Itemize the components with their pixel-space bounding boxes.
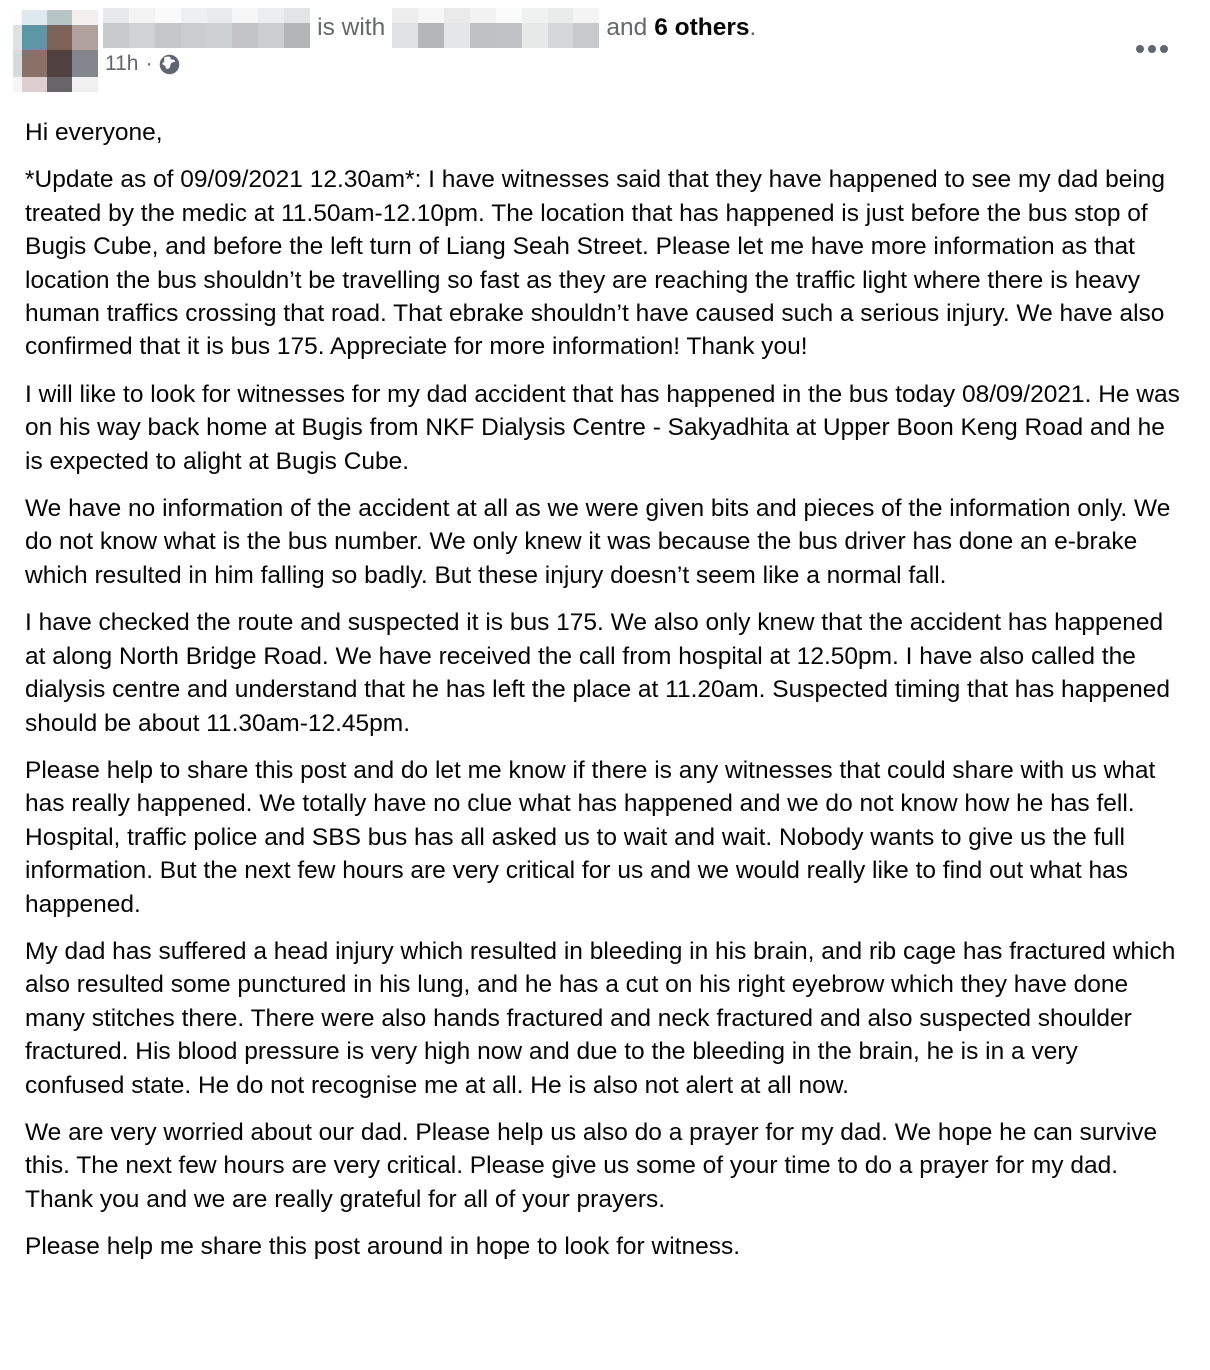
byline-period: .: [749, 14, 757, 41]
redaction-pixel: [129, 23, 155, 48]
post-meta: [105, 52, 180, 76]
dot: [1148, 45, 1156, 53]
post-options-icon[interactable]: [1132, 41, 1172, 57]
avatar-pixel: [47, 50, 72, 77]
avatar-pixel: [47, 25, 72, 50]
redaction-pixel: [444, 23, 470, 48]
redaction-pixel: [522, 23, 548, 48]
redaction-pixel: [496, 8, 522, 23]
post-paragraph: We have no information of the accident at all as we were given bits and pieces of the information only. We do not know what is the bus number. We only knew it was because the bus driver has done an e-brake which resulted in him falling so badly. But these injury doesn’t seem like a normal fall.: [25, 495, 1171, 589]
redaction-pixel: [155, 23, 181, 48]
redaction-pixel: [232, 23, 258, 48]
avatar-pixel: [72, 10, 98, 25]
post-paragraph: My dad has suffered a head injury which resulted in bleeding in his brain, and rib cage has fractured which also resulted some punctured in his lung, and he has a cut on his right eyebrow which they have done many stitches there. There were also hands fractured and neck fractured and also suspected shoulder fractured. His blood pressure is very high now and due to the bleeding in the brain, he is in a very confused state. He do not recognise me at all. He is also not alert at all now.: [25, 937, 1176, 1099]
dot: [1160, 45, 1168, 53]
redaction-pixel: [496, 23, 522, 48]
tagged-others-link[interactable]: 6 others: [654, 14, 750, 41]
redaction-pixel: [470, 8, 496, 23]
avatar-pixel: [47, 77, 72, 92]
redaction-pixel: [284, 23, 310, 48]
public-globe-icon: [159, 54, 180, 75]
redaction-pixel: [103, 8, 129, 23]
avatar-pixel: [22, 25, 47, 50]
avatar-pixel: [22, 77, 47, 92]
post-paragraph: Hi everyone,: [25, 119, 163, 146]
redaction-pixel: [155, 8, 181, 23]
post-header: [0, 0, 1210, 100]
avatar-pixel: [72, 25, 98, 50]
post-paragraph: I have checked the route and suspected it is bus 175. We also only knew that the accident has happened at along North Bridge Road. We have received the call from hospital at 12.50pm. I have also called the dialysis centre and understand that he has left the place at 11.20am. Suspected timing that has happened should be about 11.30am-12.45pm.: [25, 609, 1171, 737]
post-byline: [103, 8, 756, 48]
post-paragraph: We are very worried about our dad. Please help us also do a prayer for my dad. We hope he can survive this. The next few hours are very critical. Please give us some of your time to do a prayer for my dad. Thank you and we are really grateful for all of your prayers.: [25, 1118, 1158, 1213]
redaction-pixel: [522, 8, 548, 23]
avatar[interactable]: [13, 10, 98, 92]
avatar-pixel: [22, 10, 47, 25]
avatar-pixel: [13, 77, 22, 92]
byline-and: and: [606, 14, 648, 41]
post-paragraph: *Update as of 09/09/2021 12.30am*: I have witnesses said that they have happened to see my dad being treated by the medic at 11.50am-12.10pm. The location that has happened is just before the bus stop of Bugis Cube, and before the left turn of Liang Seah Street. Please let me have more information as that location the bus shouldn’t be travelling so fast as they are reaching the traffic light where there is heavy human traffics crossing that road. That ebrake shouldn’t have caused such a serious injury. We have also confirmed that it is bus 175. Appreciate for more information! Thank you!: [25, 166, 1166, 361]
redaction-pixel: [258, 23, 284, 48]
post-text: [0, 116, 1210, 1264]
redaction-pixel: [548, 8, 574, 23]
avatar-pixel: [72, 77, 98, 92]
redaction-pixel: [573, 23, 599, 48]
post-paragraph: Please help to share this post and do let me know if there is any witnesses that could share with us what has really happened. We totally have no clue what has happened and we do not know how he has fell. Hospital, traffic police and SBS bus has all asked us to wait and wait. Nobody wants to give us the full information. But the next few hours are very critical for us and we would really like to find out what has happened.: [25, 756, 1156, 918]
dot: [1136, 45, 1144, 53]
redaction-pixel: [548, 23, 574, 48]
avatar-pixel: [13, 10, 22, 25]
redaction-pixel: [181, 8, 207, 23]
avatar-pixel: [47, 10, 72, 25]
redaction-pixel: [392, 8, 418, 23]
redaction-pixel: [129, 8, 155, 23]
avatar-pixel: [22, 50, 47, 77]
avatar-pixel: [72, 50, 98, 77]
redaction-pixel: [232, 8, 258, 23]
author-name-redacted[interactable]: [103, 8, 310, 48]
tagged-name-redacted[interactable]: [392, 8, 599, 48]
byline-connector: is with: [317, 14, 386, 41]
redaction-pixel: [573, 8, 599, 23]
redaction-pixel: [418, 23, 444, 48]
meta-separator: ·: [145, 52, 153, 75]
redaction-pixel: [181, 23, 207, 48]
redaction-pixel: [418, 8, 444, 23]
post-paragraph: I will like to look for witnesses for my dad accident that has happened in the bus today 08/09/2021. He was on his way back home at Bugis from NKF Dialysis Centre - Sakyadhita at Upper Boon Keng Road and he is expected to alight at Bugis Cube.: [25, 380, 1180, 475]
redaction-pixel: [392, 23, 418, 48]
redaction-pixel: [470, 23, 496, 48]
avatar-pixel: [13, 50, 22, 77]
redaction-pixel: [258, 8, 284, 23]
timestamp[interactable]: 11h: [105, 52, 139, 75]
redaction-pixel: [207, 23, 233, 48]
redaction-pixel: [103, 23, 129, 48]
redaction-pixel: [444, 8, 470, 23]
avatar-pixel: [13, 25, 22, 50]
redaction-pixel: [207, 8, 233, 23]
redaction-pixel: [284, 8, 310, 23]
post-paragraph: Please help me share this post around in hope to look for witness.: [25, 1233, 740, 1261]
